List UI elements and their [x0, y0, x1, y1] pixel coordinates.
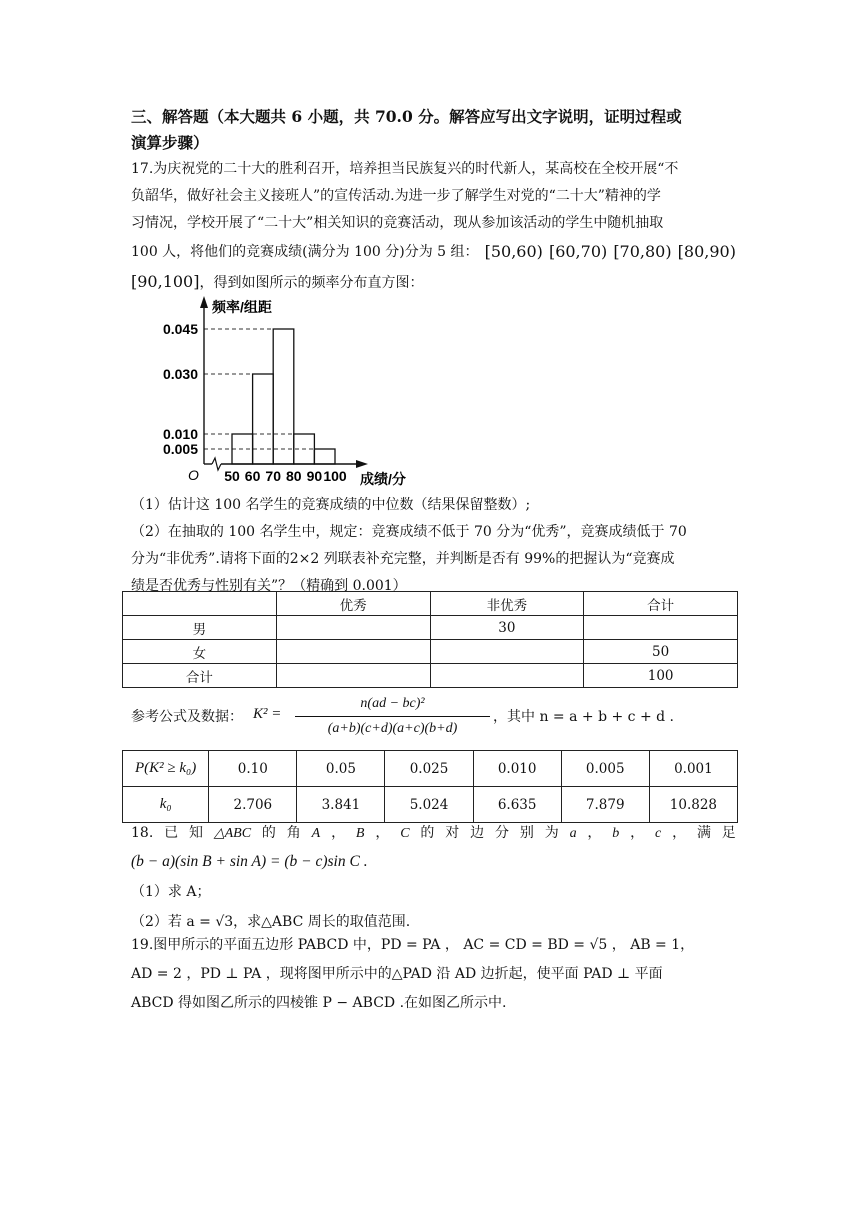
table-header-row	[123, 592, 738, 616]
q17-line4	[131, 237, 736, 267]
table-cell	[276, 640, 430, 664]
table-cell: 0.10	[209, 751, 297, 787]
table-header-total: 合计	[584, 592, 738, 616]
table-cell: 合计	[123, 664, 277, 688]
formula-fraction	[295, 692, 490, 741]
q19-line1: 19.图甲所示的平面五边形 PABCD 中，PD = PA ， AC = CD = BD = √5 ， AB = 1，	[131, 937, 695, 953]
q18-word: 别	[519, 825, 534, 841]
q17-text	[131, 156, 736, 297]
table-cell: 0.010	[473, 751, 561, 787]
q18-word: 边	[470, 825, 485, 841]
q17-line5-text: ，得到如图所示的频率分布直方图：	[199, 275, 424, 291]
table-cell: 6.635	[473, 787, 561, 823]
table-cell: 7.879	[561, 787, 649, 823]
formula-lhs: K² =	[253, 706, 282, 722]
q18-text	[131, 820, 736, 936]
q18-word: A	[311, 826, 321, 841]
y-tick-label: 0.030	[162, 366, 198, 382]
q18-word: ，	[587, 825, 602, 841]
interval-5: [90,100]	[131, 272, 200, 291]
x-axis-label: 成绩/分	[360, 471, 406, 487]
y-tick-label: 0.010	[162, 426, 198, 442]
q19-line3: ABCD 得如图乙所示的四棱锥 P − ABCD .在如图乙所示中.	[131, 995, 507, 1011]
table-cell	[123, 592, 277, 616]
formula-denominator: (a+b)(c+d)(a+c)(b+d)	[327, 721, 458, 736]
q18-line1	[131, 820, 736, 847]
q17-line3: 习情况，学校开展了“二十大”相关知识的竞赛活动，现从参加该活动的学生中随机抽取	[131, 215, 664, 231]
table-cell: 男	[123, 616, 277, 640]
section-heading-line2: 演算步骤）	[131, 133, 209, 152]
table-cell: 女	[123, 640, 277, 664]
q17-part2-line2: 分为“非优秀”.请将下面的2×2 列联表补充完整，并判断是否有 99%的把握认为“竞赛成	[131, 551, 675, 567]
histogram-bar	[273, 329, 294, 464]
q18-word: ，	[630, 825, 645, 841]
q18-word: 的	[420, 825, 435, 841]
table-cell: 2.706	[209, 787, 297, 823]
table-header-not-excellent: 非优秀	[430, 592, 584, 616]
table-cell	[276, 664, 430, 688]
q17-line1: 17.为庆祝党的二十大的胜利召开，培养担当民族复兴的时代新人，某高校在全校开展“不	[131, 161, 679, 177]
table-cell: 5.024	[385, 787, 473, 823]
q18-word: 角	[286, 825, 301, 841]
q18-word: 18.	[131, 825, 154, 841]
table-cell	[430, 640, 584, 664]
formula-prefix: 参考公式及数据：	[131, 709, 243, 725]
q18-line2: (b − a)(sin B + sin A) = (b − c)sin C .	[131, 853, 368, 870]
frequency-histogram	[150, 292, 450, 490]
histogram-bar	[314, 449, 335, 464]
q18-part2: （2）若 a = √3，求△ABC 周长的取值范围.	[131, 914, 411, 930]
table-cell	[276, 616, 430, 640]
x-tick-label: 80	[286, 468, 302, 484]
histogram-bar	[253, 374, 274, 464]
q18-word: 对	[445, 825, 460, 841]
section-heading-line1: 三、解答题（本大题共 6 小题，共 70.0 分。解答应写出文字说明，证明过程或	[131, 107, 682, 126]
q17-part1: （1）估计这 100 名学生的竞赛成绩的中位数（结果保留整数）;	[131, 497, 531, 513]
table-cell: 0.001	[649, 751, 737, 787]
q18-word: ，	[375, 825, 390, 841]
x-tick-label: 100	[323, 468, 347, 484]
table-row	[123, 640, 738, 664]
x-axis-arrow	[356, 460, 368, 468]
q17-part2-line3: 绩是否优秀与性别有关”？（精确到 0.001）	[131, 578, 407, 594]
table-row	[123, 616, 738, 640]
row-label-k0: k₀	[123, 787, 209, 823]
q19-line2: AD = 2 ，PD ⊥ PA ，现将图甲所示中的△PAD 沿 AD 边折起，使平面 PAD ⊥ 平面	[131, 966, 663, 982]
x-tick-label: 90	[306, 468, 323, 484]
histogram-dashed-guides	[204, 329, 314, 449]
y-tick-label: 0.005	[162, 441, 198, 457]
table-cell: 10.828	[649, 787, 737, 823]
q17-parts	[131, 492, 736, 600]
interval-1: [50,60)	[484, 242, 543, 261]
interval-4: [80,90)	[677, 242, 736, 261]
row-label-probability: P(K² ≥ k₀)	[123, 751, 209, 787]
contingency-table	[122, 591, 738, 688]
q17-line2: 负韶华，做好社会主义接班人”的宣传活动.为进一步了解学生对党的“二十大”精神的学	[131, 188, 661, 204]
x-tick-labels	[224, 468, 347, 484]
q17-part2-line1: （2）在抽取的 100 名学生中，规定：竞赛成绩不低于 70 分为“优秀”，竞赛成绩低于 70	[131, 524, 687, 540]
table-cell: 50	[584, 640, 738, 664]
table-row	[123, 664, 738, 688]
table-header-excellent: 优秀	[276, 592, 430, 616]
q18-word: 分	[494, 825, 509, 841]
table-cell	[430, 664, 584, 688]
q18-word: C	[400, 826, 410, 841]
critical-values-table	[122, 750, 738, 823]
table-row	[123, 787, 738, 823]
x-tick-label: 70	[265, 468, 281, 484]
q18-word: 已	[164, 825, 179, 841]
axis-break-icon	[212, 458, 221, 470]
q18-word: c	[655, 826, 662, 841]
table-cell: 0.025	[385, 751, 473, 787]
histogram-bars	[232, 329, 335, 464]
y-tick-labels	[163, 321, 198, 457]
q18-word: b	[612, 826, 620, 841]
interval-2: [60,70)	[548, 242, 608, 261]
y-axis-arrow	[200, 296, 208, 308]
formula-suffix: ，其中 n = a + b + c + d .	[493, 709, 675, 725]
q17-line4-text: 100 人，将他们的竞赛成绩(满分为 100 分)分为 5 组：	[131, 244, 479, 260]
table-cell: 0.005	[561, 751, 649, 787]
y-axis-label: 频率/组距	[212, 299, 272, 315]
q18-word: ，	[331, 825, 346, 841]
section-heading	[131, 104, 731, 156]
q18-word: 知	[188, 825, 203, 841]
q18-word: a	[569, 826, 577, 841]
table-cell: 3.841	[297, 787, 385, 823]
reference-formula	[131, 692, 751, 744]
q18-word: 为	[544, 825, 559, 841]
x-tick-label: 50	[224, 468, 240, 484]
table-row	[123, 751, 738, 787]
q18-word: △ABC	[213, 826, 252, 841]
table-cell: 0.05	[297, 751, 385, 787]
q18-word: B	[355, 826, 365, 841]
q18-word: 的	[261, 825, 276, 841]
table-cell: 100	[584, 664, 738, 688]
origin-label: O	[188, 467, 199, 483]
table-cell: 30	[430, 616, 584, 640]
formula-numerator: n(ad − bc)²	[360, 696, 425, 711]
table-cell	[584, 616, 738, 640]
q18-word: 足	[721, 825, 736, 841]
q18-word: ，	[672, 825, 687, 841]
interval-3: [70,80)	[613, 242, 672, 261]
q18-word: 满	[696, 825, 711, 841]
q19-text	[131, 931, 736, 1018]
x-tick-label: 60	[244, 468, 261, 484]
y-tick-label: 0.045	[162, 321, 198, 337]
q18-part1: （1）求 A；	[131, 884, 211, 900]
